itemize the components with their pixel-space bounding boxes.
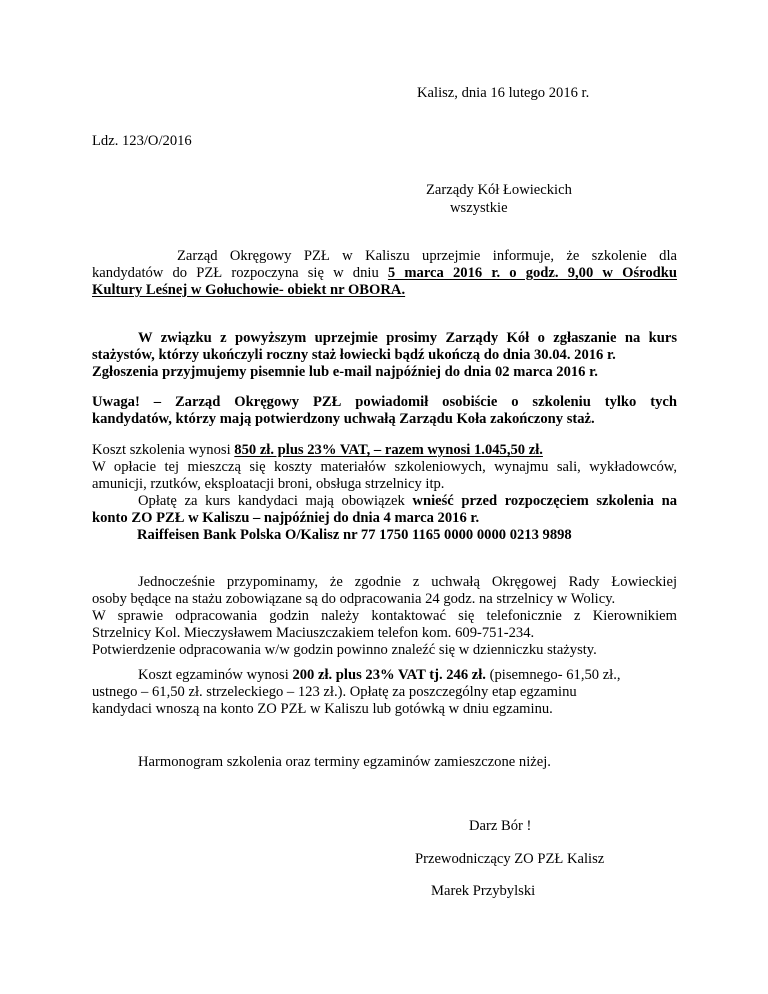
paragraph-line: W sprawie odpracowania godzin należy kontaktować się telefonicznie z Kierownikiem [92, 608, 677, 624]
payment-deadline-highlight: wnieść przed rozpoczęciem szkolenia na [412, 493, 677, 509]
closing-greeting: Darz Bór ! [469, 818, 532, 834]
paragraph-notice [92, 394, 677, 428]
paragraph-line: W związku z powyższym uprzejmie prosimy Zarządy Kół o zgłaszanie na kurs [138, 330, 677, 346]
paragraph-training-cost [92, 442, 677, 544]
paragraph-line: kandydaci wnoszą na konto ZO PZŁ w Kaliszu lub gotówką w dniu egzaminu. [92, 701, 553, 717]
text-plain: Koszt szkolenia wynosi [92, 442, 231, 458]
text-plain: kandydatów do PZŁ rozpoczyna się w dniu [92, 265, 379, 281]
paragraph-line [92, 493, 677, 510]
paragraph-line: kandydatów, którzy mają potwierdzony uchwałą Zarządu Koła zakończony staż. [92, 411, 595, 427]
paragraph-line: Potwierdzenie odpracowania w/w godzin powinno znaleźć się w dzienniczku stażysty. [92, 642, 597, 658]
paragraph-line: Jednocześnie przypominamy, że zgodnie z uchwałą Okręgowej Rady Łowieckiej [138, 574, 677, 590]
signatory-title: Przewodniczący ZO PZŁ Kalisz [415, 851, 605, 867]
paragraph-registration [92, 330, 677, 381]
training-cost-highlight: 850 zł. plus 23% VAT, – razem wynosi 1.045,50 zł. [234, 442, 543, 458]
paragraph-line: Zgłoszenia przyjmujemy pisemnie lub e-mail najpóźniej do dnia 02 marca 2016 r. [92, 364, 598, 380]
training-location-highlight: Kultury Leśnej w Gołuchowie- obiekt nr OBORA. [92, 282, 406, 298]
paragraph-shooting-range [92, 574, 677, 659]
training-date-highlight: 5 marca 2016 r. o godz. 9,00 w Ośrodku [387, 265, 677, 281]
paragraph-line [92, 667, 677, 684]
recipient-line-1: Zarządy Kół Łowieckich [426, 182, 572, 198]
schedule-note: Harmonogram szkolenia oraz terminy egzaminów zamieszczone niżej. [138, 754, 551, 770]
paragraph-line [92, 442, 677, 459]
text-plain: Opłatę za kurs kandydaci mają obowiązek [138, 493, 405, 509]
paragraph-line: ustnego – 61,50 zł. strzeleckiego – 123 zł.). Opłatę za poszczególny etap egzaminu [92, 684, 577, 700]
paragraph-line [92, 265, 677, 282]
paragraph-line: Strzelnicy Kol. Mieczysławem Maciuszczakiem telefon kom. 609-751-234. [92, 625, 535, 641]
bank-account-line: Raiffeisen Bank Polska O/Kalisz nr 77 1750 1165 0000 0000 0213 9898 [137, 527, 572, 543]
signatory-name: Marek Przybylski [431, 883, 536, 899]
reference-number: Ldz. 123/O/2016 [92, 133, 192, 149]
paragraph-line: Uwaga! – Zarząd Okręgowy PZŁ powiadomił osobiście o szkoleniu tylko tych [92, 394, 677, 410]
paragraph-line: konto ZO PZŁ w Kaliszu – najpóźniej do dnia 4 marca 2016 r. [92, 510, 480, 526]
paragraph-exam-cost [92, 667, 677, 718]
exam-cost-highlight: 200 zł. plus 23% VAT tj. 246 zł. [292, 667, 486, 683]
text-plain: Koszt egzaminów wynosi [138, 667, 289, 683]
text-plain: (pisemnego- 61,50 zł., [489, 667, 621, 683]
paragraph-training-info [92, 248, 677, 299]
paragraph-line: amunicji, rzutków, eksploatacji broni, obsługa strzelnicy itp. [92, 476, 445, 492]
paragraph-line: stażystów, którzy ukończyli roczny staż łowiecki bądź ukończą do dnia 30.04. 2016 r. [92, 347, 616, 363]
paragraph-line: W opłacie tej mieszczą się koszty materiałów szkoleniowych, wynajmu sali, wykładowców, [92, 459, 677, 475]
paragraph-line: Zarząd Okręgowy PZŁ w Kaliszu uprzejmie informuje, że szkolenie dla [177, 248, 677, 264]
recipient-line-2: wszystkie [450, 200, 508, 216]
date-line: Kalisz, dnia 16 lutego 2016 r. [417, 85, 590, 101]
paragraph-line: osoby będące na stażu zobowiązane są do odpracowania 24 godz. na strzelnicy w Wolicy. [92, 591, 616, 607]
